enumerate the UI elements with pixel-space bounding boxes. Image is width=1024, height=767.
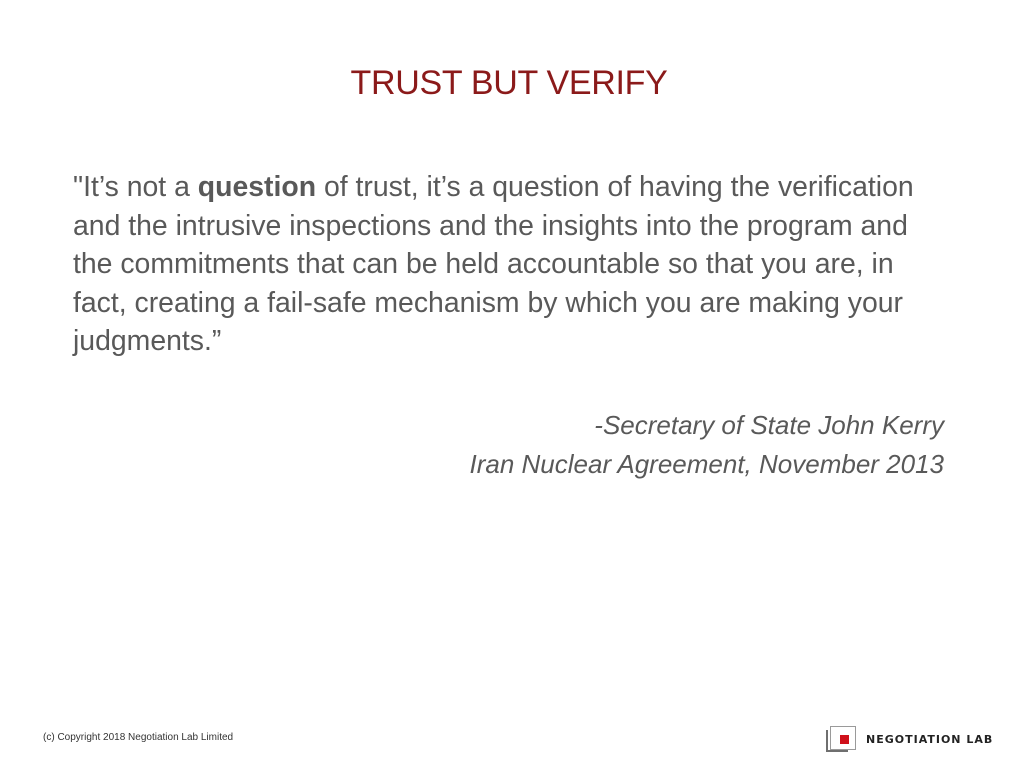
attribution-source: Iran Nuclear Agreement, November 2013 <box>469 449 944 479</box>
quote-attribution <box>470 406 945 484</box>
slide-title: TRUST BUT VERIFY <box>350 64 668 102</box>
attribution-speaker: -Secretary of State John Kerry <box>594 410 944 440</box>
negotiation-lab-logo <box>826 724 993 754</box>
quote-before-bold: "It’s not a <box>73 171 198 203</box>
copyright-notice: (c) Copyright 2018 Negotiation Lab Limited <box>43 732 234 743</box>
quote-text <box>73 168 953 361</box>
quote-after-bold: of trust, it’s a question of having the verification and the intrusive inspections and the insights into the program and the commitments that can be held accountable so that you are, in fact, creating a fail-safe mechanism by which you are making your judgments.” <box>73 171 914 358</box>
quote-bold-word: question <box>197 171 317 203</box>
negotiation-lab-logo-icon <box>826 724 860 754</box>
logo-text: NEGOTIATION LAB <box>866 732 994 746</box>
